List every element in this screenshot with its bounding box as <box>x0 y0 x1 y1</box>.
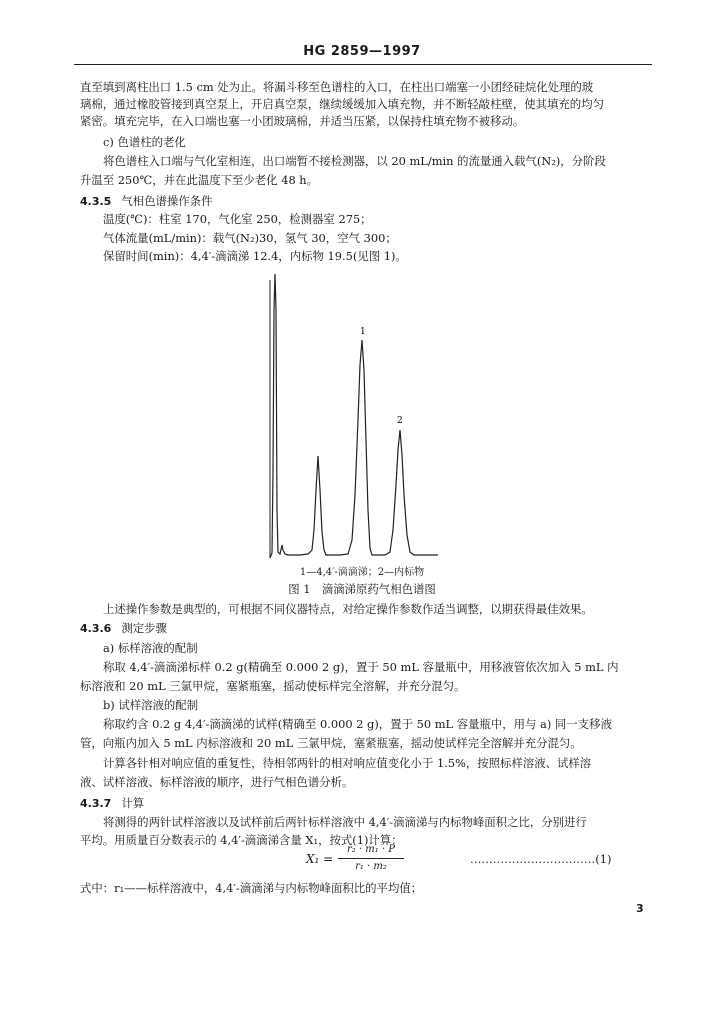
body-line: 温度(℃)：柱室 170，气化室 250，检测器室 275； <box>103 212 372 226</box>
formula-lhs: X₁ = <box>306 852 334 866</box>
body-line: 将测得的两针试样溶液以及试样前后两针标样溶液中 4,4′-滴滴涕与内标物峰面积之比，分别进行 <box>103 815 587 829</box>
body-line: 紧密。填充完毕，在入口端也塞一小团玻璃棉，并适当压紧，以保持柱填充物不被移动。 <box>80 114 525 128</box>
body-line: 璃棉，通过橡胶管接到真空泵上，开启真空泵，继续缓缓加入填充物，并不断轻敲柱壁，使其填充的均匀 <box>80 97 604 111</box>
body-line: 保留时间(min)：4,4′-滴滴涕 12.4，内标物 19.5(见图 1)。 <box>103 249 407 263</box>
section-number: 4.3.7 <box>80 797 112 810</box>
body-line: 平均。用质量百分数表示的 4,4′-滴滴涕含量 X₁，按式(1)计算： <box>80 833 403 847</box>
body-line: 液、试样溶液、标样溶液的顺序，进行气相色谱分析。 <box>80 775 354 789</box>
body-line: 称取 4,4′-滴滴涕标样 0.2 g(精确至 0.000 2 g)，置于 50 mL 容量瓶中，用移液管依次加入 5 mL 内 <box>103 660 619 674</box>
section-title: 测定步骤 <box>121 621 167 635</box>
body-line: 升温至 250℃，并在此温度下至少老化 48 h。 <box>80 173 319 187</box>
equation-number: ……………………………(1) <box>470 852 612 866</box>
body-line: 标溶液和 20 mL 三氯甲烷，塞紧瓶塞，摇动使标样完全溶解，并充分混匀。 <box>80 679 466 693</box>
fraction-bar <box>338 858 404 859</box>
chromatogram-chart <box>260 270 440 560</box>
peak-label-1: 1 <box>360 327 366 337</box>
figure-caption: 图 1 滴滴涕原药气相色谱图 <box>288 582 436 596</box>
section-title: 计算 <box>121 796 145 810</box>
body-line: 计算各针相对响应值的重复性，待相邻两针的相对响应值变化小于 1.5%，按照标样溶液、试样溶 <box>103 756 592 770</box>
header-rule <box>74 64 652 65</box>
section-title: 气相色谱操作条件 <box>121 194 213 208</box>
body-line: 上述操作参数是典型的，可根据不同仪器特点，对给定操作参数作适当调整，以期获得最佳效果。 <box>103 602 593 616</box>
peak-label-2: 2 <box>397 416 403 426</box>
subsection-heading-a: a) 标样溶液的配制 <box>103 641 198 655</box>
body-line: 称取约含 0.2 g 4,4′-滴滴涕的试样(精确至 0.000 2 g)，置于 50 mL 容量瓶中，用与 a) 同一支移液 <box>103 717 612 731</box>
section-number: 4.3.5 <box>80 195 112 208</box>
standard-code-header: HG 2859—1997 <box>303 44 421 59</box>
body-line: 式中：r₁——标样溶液中，4,4′-滴滴涕与内标物峰面积比的平均值； <box>80 881 423 895</box>
subsection-heading-c: c) 色谱柱的老化 <box>103 135 186 149</box>
body-line: 气体流量(mL/min)：载气(N₂)30，氢气 30，空气 300； <box>103 231 397 245</box>
body-line: 将色谱柱入口端与气化室相连，出口端暂不接检测器，以 20 mL/min 的流量通入载气(N₂)，分阶段 <box>103 154 606 168</box>
formula-fraction <box>338 844 404 873</box>
subsection-heading-b: b) 试样溶液的配制 <box>103 698 199 712</box>
section-number: 4.3.6 <box>80 622 112 635</box>
section-heading-4-3-5 <box>80 193 212 210</box>
figure-legend: 1—4,4′-滴滴涕；2—内标物 <box>299 567 425 578</box>
chromatogram-trace <box>270 274 438 558</box>
section-heading-4-3-7 <box>80 795 144 812</box>
page-number: 3 <box>636 902 644 915</box>
formula-denominator: r₁ · m₂ <box>355 861 387 872</box>
section-heading-4-3-6 <box>80 620 167 637</box>
body-line: 管，向瓶内加入 5 mL 内标溶液和 20 mL 三氯甲烷，塞紧瓶塞，摇动使试样完全溶解并充分混匀。 <box>80 736 582 750</box>
body-line: 直至填到离柱出口 1.5 cm 处为止。将漏斗移至色谱柱的入口，在柱出口端塞一小团经硅烷化处理的玻 <box>80 80 594 94</box>
formula-numerator: r₂ · m₁ · P <box>346 844 396 855</box>
